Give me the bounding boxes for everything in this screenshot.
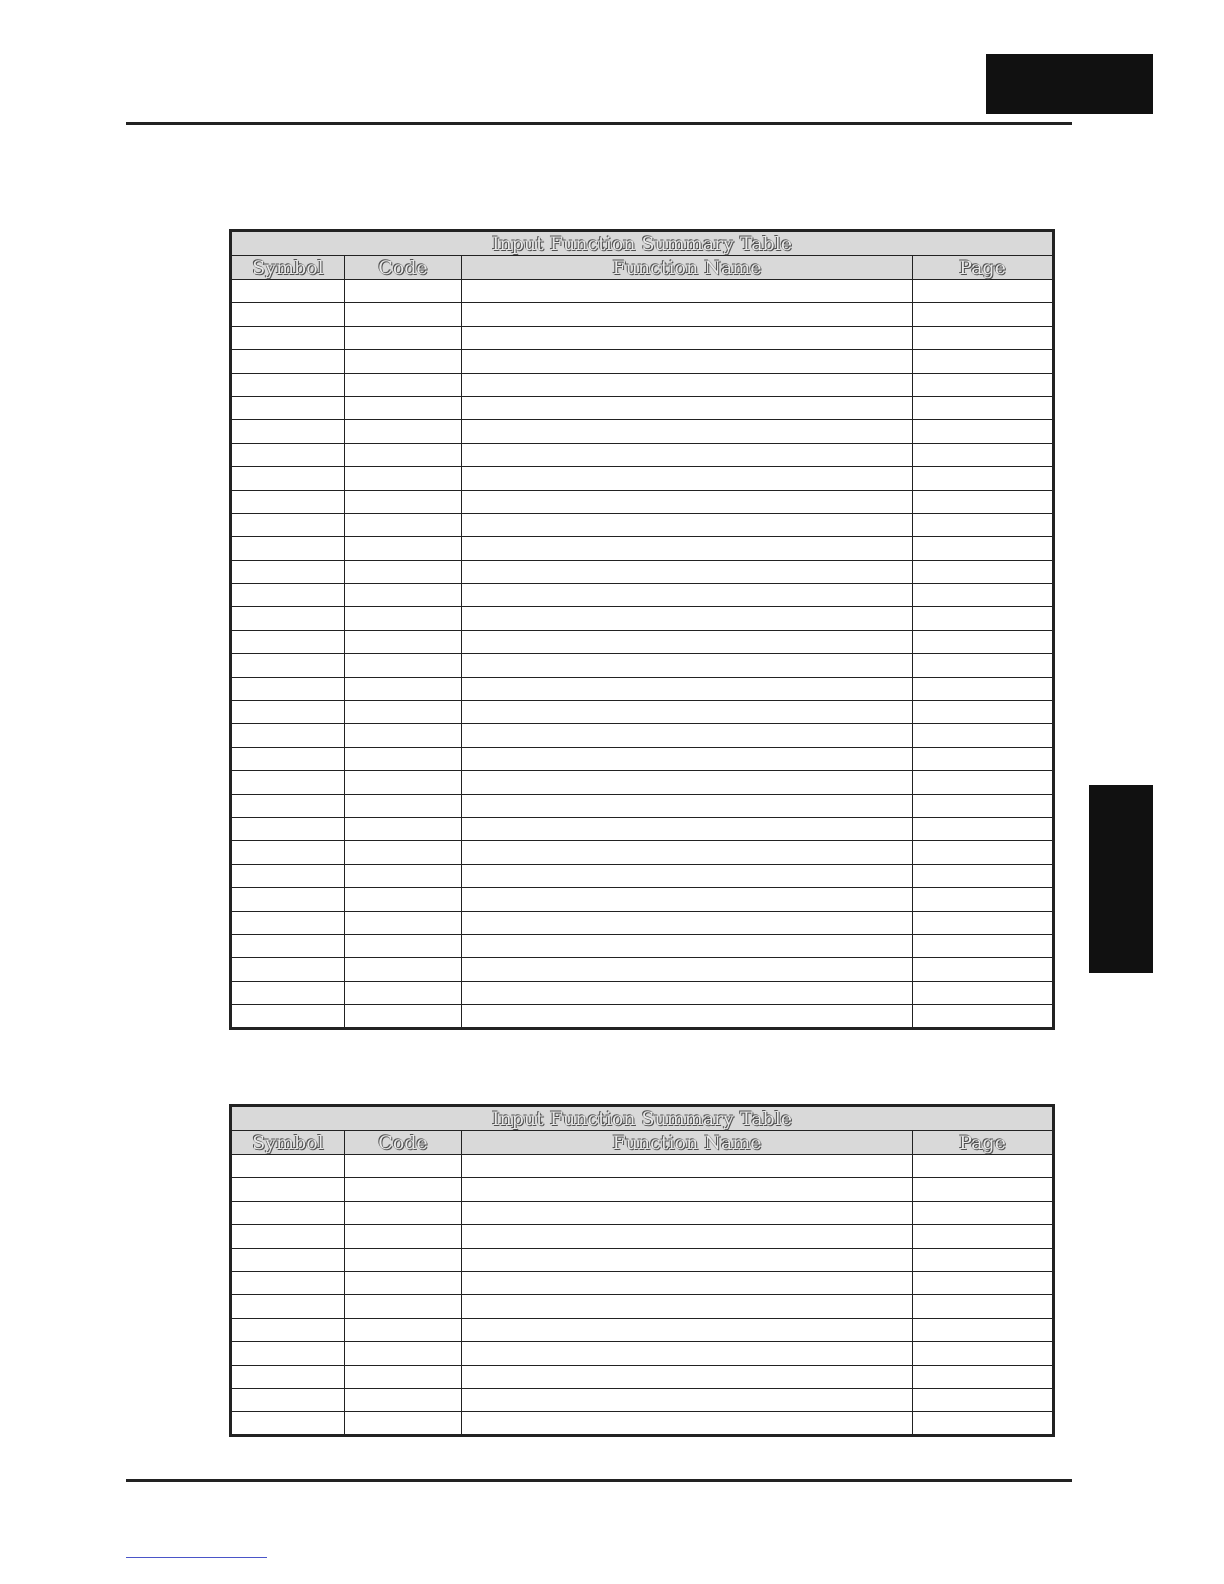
function-name-cell [462, 934, 913, 957]
function-name-cell [462, 1201, 913, 1224]
symbol-cell [231, 1178, 345, 1201]
symbol-cell [231, 841, 345, 864]
page-cell [913, 326, 1054, 349]
table-row [231, 607, 1054, 630]
function-name-cell [462, 280, 913, 303]
table-row [231, 1271, 1054, 1294]
table-body [231, 1155, 1054, 1436]
code-cell [345, 654, 462, 677]
footer-rule [126, 1479, 1072, 1482]
symbol-cell [231, 607, 345, 630]
table-row [231, 888, 1054, 911]
table-row [231, 1248, 1054, 1271]
symbol-cell [231, 677, 345, 700]
page-cell [913, 350, 1054, 373]
table-row [231, 630, 1054, 653]
table-row [231, 771, 1054, 794]
function-name-cell [462, 841, 913, 864]
table-row [231, 443, 1054, 466]
function-name-cell [462, 981, 913, 1004]
table-row [231, 467, 1054, 490]
page-cell [913, 1005, 1054, 1028]
function-name-cell [462, 537, 913, 560]
page-cell [913, 654, 1054, 677]
table-row [231, 1365, 1054, 1388]
function-name-cell [462, 1178, 913, 1201]
chapter-thumb-tab [1089, 785, 1153, 973]
function-name-cell [462, 771, 913, 794]
column-header-code: Code [345, 256, 462, 280]
function-name-cell [462, 794, 913, 817]
table-row [231, 841, 1054, 864]
table-row [231, 513, 1054, 536]
symbol-cell [231, 443, 345, 466]
symbol-cell [231, 888, 345, 911]
symbol-cell [231, 701, 345, 724]
page-cell [913, 1342, 1054, 1365]
table-row [231, 1225, 1054, 1248]
page-cell [913, 1295, 1054, 1318]
page-cell [913, 1201, 1054, 1224]
symbol-cell [231, 513, 345, 536]
symbol-cell [231, 817, 345, 840]
code-cell [345, 607, 462, 630]
symbol-cell [231, 794, 345, 817]
code-cell [345, 350, 462, 373]
symbol-cell [231, 1342, 345, 1365]
table-row [231, 584, 1054, 607]
page-cell [913, 677, 1054, 700]
input-function-summary-table-2 [229, 1104, 1055, 1437]
code-cell [345, 630, 462, 653]
table-row [231, 350, 1054, 373]
table-row [231, 280, 1054, 303]
code-cell [345, 396, 462, 419]
function-name-cell [462, 654, 913, 677]
table-row [231, 560, 1054, 583]
code-cell [345, 1342, 462, 1365]
chapter-tab-top [986, 54, 1153, 114]
page-cell [913, 958, 1054, 981]
page-cell [913, 490, 1054, 513]
function-name-cell [462, 958, 913, 981]
symbol-cell [231, 560, 345, 583]
symbol-cell [231, 350, 345, 373]
code-cell [345, 1248, 462, 1271]
page-cell [913, 396, 1054, 419]
table-row [231, 794, 1054, 817]
table-row [231, 326, 1054, 349]
function-name-cell [462, 326, 913, 349]
function-name-cell [462, 701, 913, 724]
code-cell [345, 841, 462, 864]
page-cell [913, 630, 1054, 653]
table-row [231, 1178, 1054, 1201]
code-cell [345, 373, 462, 396]
table-title: Input Function Summary Table [231, 1106, 1054, 1131]
page-cell [913, 443, 1054, 466]
page-cell [913, 841, 1054, 864]
page-cell [913, 747, 1054, 770]
code-cell [345, 794, 462, 817]
page-cell [913, 280, 1054, 303]
table-row [231, 396, 1054, 419]
code-cell [345, 1295, 462, 1318]
function-name-cell [462, 443, 913, 466]
symbol-cell [231, 1365, 345, 1388]
page-cell [913, 560, 1054, 583]
footer-link-underline[interactable] [126, 1557, 267, 1558]
symbol-cell [231, 654, 345, 677]
code-cell [345, 1155, 462, 1178]
column-header-function-name: Function Name [462, 256, 913, 280]
symbol-cell [231, 303, 345, 326]
page-cell [913, 934, 1054, 957]
symbol-cell [231, 280, 345, 303]
page-cell [913, 888, 1054, 911]
function-name-cell [462, 373, 913, 396]
table-row [231, 911, 1054, 934]
table-row [231, 1318, 1054, 1341]
column-header-code: Code [345, 1131, 462, 1155]
table-row [231, 677, 1054, 700]
function-name-cell [462, 1225, 913, 1248]
column-header-page: Page [913, 1131, 1054, 1155]
table-row [231, 1412, 1054, 1435]
code-cell [345, 490, 462, 513]
code-cell [345, 1365, 462, 1388]
symbol-cell [231, 1225, 345, 1248]
page-cell [913, 1388, 1054, 1411]
code-cell [345, 467, 462, 490]
table-row [231, 864, 1054, 887]
page-cell [913, 1178, 1054, 1201]
code-cell [345, 817, 462, 840]
symbol-cell [231, 1155, 345, 1178]
symbol-cell [231, 747, 345, 770]
code-cell [345, 1201, 462, 1224]
code-cell [345, 280, 462, 303]
input-function-summary-table-1 [229, 229, 1055, 1030]
symbol-cell [231, 630, 345, 653]
function-name-cell [462, 724, 913, 747]
page-cell [913, 817, 1054, 840]
table-row [231, 1201, 1054, 1224]
table-body [231, 280, 1054, 1029]
code-cell [345, 443, 462, 466]
table-title: Input Function Summary Table [231, 231, 1054, 256]
function-name-cell [462, 1412, 913, 1435]
function-name-cell [462, 677, 913, 700]
function-name-cell [462, 1388, 913, 1411]
symbol-cell [231, 326, 345, 349]
table-row [231, 1295, 1054, 1318]
function-name-cell [462, 817, 913, 840]
table-row [231, 1388, 1054, 1411]
function-name-cell [462, 1318, 913, 1341]
table-row [231, 490, 1054, 513]
page-cell [913, 1271, 1054, 1294]
table-row [231, 981, 1054, 1004]
page-cell [913, 1225, 1054, 1248]
function-name-cell [462, 420, 913, 443]
function-name-cell [462, 1271, 913, 1294]
table-row [231, 373, 1054, 396]
function-name-cell [462, 747, 913, 770]
symbol-cell [231, 373, 345, 396]
column-header-function-name: Function Name [462, 1131, 913, 1155]
function-name-cell [462, 560, 913, 583]
header-rule [126, 122, 1072, 125]
code-cell [345, 1318, 462, 1341]
code-cell [345, 958, 462, 981]
code-cell [345, 864, 462, 887]
function-name-cell [462, 911, 913, 934]
page-cell [913, 607, 1054, 630]
table-row [231, 303, 1054, 326]
code-cell [345, 326, 462, 349]
symbol-cell [231, 490, 345, 513]
code-cell [345, 934, 462, 957]
page-cell [913, 513, 1054, 536]
table-row [231, 934, 1054, 957]
function-name-cell [462, 888, 913, 911]
symbol-cell [231, 958, 345, 981]
page-cell [913, 467, 1054, 490]
code-cell [345, 1005, 462, 1028]
symbol-cell [231, 1248, 345, 1271]
symbol-cell [231, 724, 345, 747]
code-cell [345, 1225, 462, 1248]
function-name-cell [462, 1342, 913, 1365]
page-cell [913, 981, 1054, 1004]
table-row [231, 1342, 1054, 1365]
symbol-cell [231, 420, 345, 443]
column-header-symbol: Symbol [231, 1131, 345, 1155]
column-header-symbol: Symbol [231, 256, 345, 280]
page-cell [913, 584, 1054, 607]
code-cell [345, 537, 462, 560]
page-cell [913, 1318, 1054, 1341]
code-cell [345, 513, 462, 536]
page-cell [913, 701, 1054, 724]
code-cell [345, 981, 462, 1004]
symbol-cell [231, 1295, 345, 1318]
symbol-cell [231, 1005, 345, 1028]
code-cell [345, 1178, 462, 1201]
code-cell [345, 911, 462, 934]
table-row [231, 1005, 1054, 1028]
page-cell [913, 537, 1054, 560]
page-cell [913, 303, 1054, 326]
function-name-cell [462, 1005, 913, 1028]
function-name-cell [462, 350, 913, 373]
page-cell [913, 373, 1054, 396]
function-name-cell [462, 490, 913, 513]
function-name-cell [462, 1248, 913, 1271]
code-cell [345, 747, 462, 770]
code-cell [345, 677, 462, 700]
table-row [231, 420, 1054, 443]
symbol-cell [231, 584, 345, 607]
code-cell [345, 420, 462, 443]
code-cell [345, 303, 462, 326]
symbol-cell [231, 1201, 345, 1224]
page-cell [913, 1365, 1054, 1388]
code-cell [345, 584, 462, 607]
function-name-cell [462, 396, 913, 419]
symbol-cell [231, 396, 345, 419]
symbol-cell [231, 864, 345, 887]
table-row [231, 537, 1054, 560]
page-cell [913, 1248, 1054, 1271]
symbol-cell [231, 1271, 345, 1294]
code-cell [345, 724, 462, 747]
function-name-cell [462, 467, 913, 490]
symbol-cell [231, 1318, 345, 1341]
code-cell [345, 701, 462, 724]
function-name-cell [462, 1365, 913, 1388]
table-row [231, 724, 1054, 747]
function-name-cell [462, 303, 913, 326]
function-name-cell [462, 513, 913, 536]
code-cell [345, 888, 462, 911]
table-row [231, 701, 1054, 724]
page-cell [913, 724, 1054, 747]
symbol-cell [231, 1412, 345, 1435]
function-name-cell [462, 1155, 913, 1178]
symbol-cell [231, 934, 345, 957]
page-cell [913, 1412, 1054, 1435]
code-cell [345, 1412, 462, 1435]
page-cell [913, 420, 1054, 443]
table-row [231, 1155, 1054, 1178]
page-cell [913, 794, 1054, 817]
function-name-cell [462, 1295, 913, 1318]
column-header-page: Page [913, 256, 1054, 280]
function-name-cell [462, 864, 913, 887]
code-cell [345, 771, 462, 794]
symbol-cell [231, 911, 345, 934]
code-cell [345, 1271, 462, 1294]
symbol-cell [231, 771, 345, 794]
code-cell [345, 1388, 462, 1411]
function-name-cell [462, 584, 913, 607]
code-cell [345, 560, 462, 583]
page-cell [913, 911, 1054, 934]
symbol-cell [231, 537, 345, 560]
symbol-cell [231, 467, 345, 490]
table-row [231, 654, 1054, 677]
page-cell [913, 771, 1054, 794]
symbol-cell [231, 981, 345, 1004]
function-name-cell [462, 607, 913, 630]
page-cell [913, 1155, 1054, 1178]
function-name-cell [462, 630, 913, 653]
table-row [231, 958, 1054, 981]
table-row [231, 817, 1054, 840]
table-row [231, 747, 1054, 770]
page-cell [913, 864, 1054, 887]
symbol-cell [231, 1388, 345, 1411]
